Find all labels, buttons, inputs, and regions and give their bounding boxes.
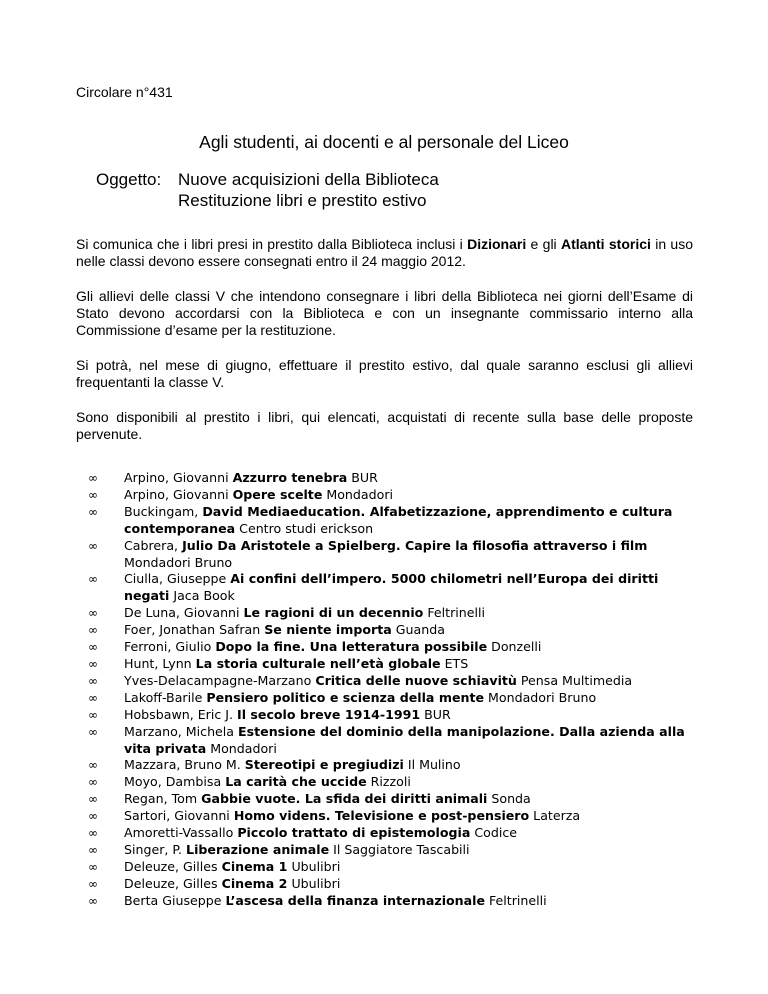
book-title: La carità che uccide (225, 774, 367, 790)
infinity-bullet-icon: ∞ (88, 809, 98, 824)
infinity-bullet-icon: ∞ (88, 707, 98, 722)
book-list-item (88, 571, 708, 605)
book-publisher: Mondadori (206, 740, 277, 756)
book-list-item (88, 757, 708, 774)
book-list-item (88, 724, 708, 758)
book-author: Arpino, Giovanni (124, 470, 233, 485)
book-list-item (88, 893, 708, 910)
book-publisher: BUR (347, 470, 378, 485)
book-publisher: Ubulibri (287, 858, 341, 874)
infinity-bullet-icon: ∞ (88, 673, 98, 688)
book-author: Mazzara, Bruno M. (124, 757, 245, 773)
subject-label: Oggetto: (96, 170, 162, 189)
book-publisher: Rizzoli (366, 774, 411, 790)
book-publisher: Mondadori Bruno (484, 689, 597, 705)
book-author: Hobsbawn, Eric J. (124, 706, 238, 722)
book-title: David Mediaeducation. Alfabetizzazione, apprendimento e cultura contemporanea (124, 503, 673, 536)
book-author: Ferroni, Giulio (124, 639, 216, 655)
paragraph-text: Si comunica che i libri presi in prestito dalla Biblioteca inclusi i (76, 236, 468, 252)
book-list-item (88, 791, 708, 808)
book-publisher: BUR (420, 706, 451, 722)
book-author: Yves-Delacampagne-Marzano (124, 672, 316, 688)
book-publisher: Ubulibri (287, 875, 341, 891)
book-title: Pensiero politico e scienza della mente (206, 689, 485, 705)
book-author: Regan, Tom (124, 791, 202, 807)
infinity-bullet-icon: ∞ (88, 471, 98, 485)
infinity-bullet-icon: ∞ (88, 572, 98, 587)
book-title: Opere scelte (232, 486, 323, 502)
book-list-item (88, 774, 708, 791)
infinity-bullet-icon: ∞ (88, 792, 98, 807)
paragraph-text: in uso nelle classi devono essere consegnati entro il 24 maggio 2012. (76, 236, 693, 269)
book-publisher: Centro studi erickson (235, 520, 374, 536)
book-title: Le ragioni di un decennio (243, 605, 424, 621)
book-author: Marzano, Michela (124, 723, 239, 739)
book-title: Piccolo trattato di epistemologia (237, 825, 471, 841)
book-list-item (88, 538, 708, 572)
book-title: Cinema 1 (221, 858, 288, 874)
subject-line-1: Nuove acquisizioni della Biblioteca (178, 170, 439, 189)
infinity-bullet-icon: ∞ (88, 775, 98, 790)
infinity-bullet-icon: ∞ (88, 826, 98, 841)
book-list-item (88, 690, 708, 707)
book-publisher: Feltrinelli (485, 892, 547, 908)
paragraph-return-deadline (76, 236, 693, 270)
paragraph-available-books: Sono disponibili al prestito i libri, qui elencati, acquistati di recente sulla base delle proposte pervenute. (76, 409, 693, 442)
book-publisher: Il Saggiatore Tascabili (329, 841, 470, 857)
book-publisher: Donzelli (487, 639, 542, 655)
infinity-bullet-icon: ∞ (88, 893, 98, 908)
book-list-item (88, 470, 708, 487)
book-author: Deleuze, Gilles (124, 875, 222, 891)
book-list-item (88, 859, 708, 876)
book-title: Estensione del dominio della manipolazione. Dalla azienda alla vita privata (124, 723, 685, 756)
book-title: Il secolo breve 1914-1991 (237, 706, 421, 722)
book-publisher: Mondadori Bruno (124, 554, 233, 570)
book-publisher: Jaca Book (169, 588, 235, 604)
infinity-bullet-icon: ∞ (88, 656, 98, 671)
book-list-item (88, 876, 708, 893)
infinity-bullet-icon: ∞ (88, 842, 98, 857)
book-title: La storia culturale nell’età globale (195, 655, 441, 671)
book-publisher: Il Mulino (403, 757, 461, 773)
book-publisher: Laterza (529, 808, 581, 824)
book-list-item (88, 504, 708, 538)
book-author: Buckingam, (124, 503, 203, 519)
infinity-bullet-icon: ∞ (88, 859, 98, 874)
subject-line-2: Restituzione libri e prestito estivo (178, 191, 427, 210)
book-author: Lakoff-Barile (124, 689, 207, 705)
book-title: Stereotipi e pregiudizi (244, 757, 404, 773)
book-title: Liberazione animale (186, 841, 330, 857)
paragraph-exam-students: Gli allievi delle classi V che intendono consegnare i libri della Biblioteca nei giorni dell’Esame di Stato devono accordarsi con la Biblioteca e con un insegnante commissario interno alla Commissione d’esame per la restituzione. (76, 288, 693, 338)
infinity-bullet-icon: ∞ (88, 623, 98, 638)
book-publisher: Guanda (391, 622, 445, 638)
book-author: Arpino, Giovanni (124, 486, 233, 502)
infinity-bullet-icon: ∞ (88, 690, 98, 705)
book-list-item (88, 622, 708, 639)
infinity-bullet-icon: ∞ (88, 724, 98, 739)
book-author: Sartori, Giovanni (124, 808, 234, 824)
book-title: Dopo la fine. Una letteratura possibile (215, 639, 488, 655)
book-list-item (88, 842, 708, 859)
book-title: Julio Da Aristotele a Spielberg. Capire la filosofia attraverso i film (182, 537, 648, 553)
book-publisher: ETS (440, 655, 469, 671)
paragraph-text: e gli (526, 236, 561, 252)
book-list-item (88, 639, 708, 656)
book-list-item (88, 707, 708, 724)
book-publisher: Feltrinelli (423, 605, 485, 621)
book-author: Moyo, Dambisa (124, 774, 226, 790)
book-publisher: Mondadori (322, 486, 394, 502)
book-author: Singer, P. (124, 841, 187, 857)
subject-block (96, 169, 439, 211)
book-publisher: Pensa Multimedia (516, 672, 633, 688)
book-author: Hunt, Lynn (124, 655, 196, 671)
book-list-item (88, 605, 708, 622)
book-author: Ciulla, Giuseppe (124, 571, 231, 587)
book-title: Se niente importa (264, 622, 392, 638)
infinity-bullet-icon: ∞ (88, 487, 98, 502)
infinity-bullet-icon: ∞ (88, 606, 98, 621)
book-author: Amoretti-Vassallo (124, 825, 238, 841)
book-author: Deleuze, Gilles (124, 858, 222, 874)
book-title: L’ascesa della finanza internazionale (225, 892, 485, 908)
book-title: Cinema 2 (221, 875, 288, 891)
recipients-line: Agli studenti, ai docenti e al personale del Liceo (199, 132, 569, 152)
book-list (88, 470, 708, 910)
circular-number: Circolare n°431 (76, 84, 173, 100)
book-list-item (88, 808, 708, 825)
book-title: Homo videns. Televisione e post-pensiero (233, 808, 530, 824)
book-title: Ai confini dell’impero. 5000 chilometri nell’Europa dei diritti negati (124, 571, 659, 604)
book-title: Azzurro tenebra (232, 470, 348, 485)
emphasis-atlanti: Atlanti storici (561, 236, 651, 252)
book-title: Gabbie vuote. La sfida dei diritti animali (201, 791, 488, 807)
book-publisher: Codice (470, 825, 518, 841)
book-list-item (88, 487, 708, 504)
book-author: Berta Giuseppe (124, 892, 226, 908)
infinity-bullet-icon: ∞ (88, 758, 98, 773)
infinity-bullet-icon: ∞ (88, 504, 98, 519)
book-list-item (88, 673, 708, 690)
book-author: De Luna, Giovanni (124, 605, 244, 621)
book-list-item (88, 656, 708, 673)
book-author: Foer, Jonathan Safran (124, 622, 265, 638)
emphasis-dizionari: Dizionari (467, 236, 527, 252)
book-publisher: Sonda (487, 791, 531, 807)
infinity-bullet-icon: ∞ (88, 538, 98, 553)
book-title: Critica delle nuove schiavitù (315, 672, 517, 688)
paragraph-summer-loan: Si potrà, nel mese di giugno, effettuare il prestito estivo, dal quale saranno esclusi gli allievi frequentanti la classe V. (76, 357, 693, 390)
book-list-item (88, 825, 708, 842)
book-author: Cabrera, (124, 537, 183, 553)
infinity-bullet-icon: ∞ (88, 640, 98, 655)
infinity-bullet-icon: ∞ (88, 876, 98, 891)
